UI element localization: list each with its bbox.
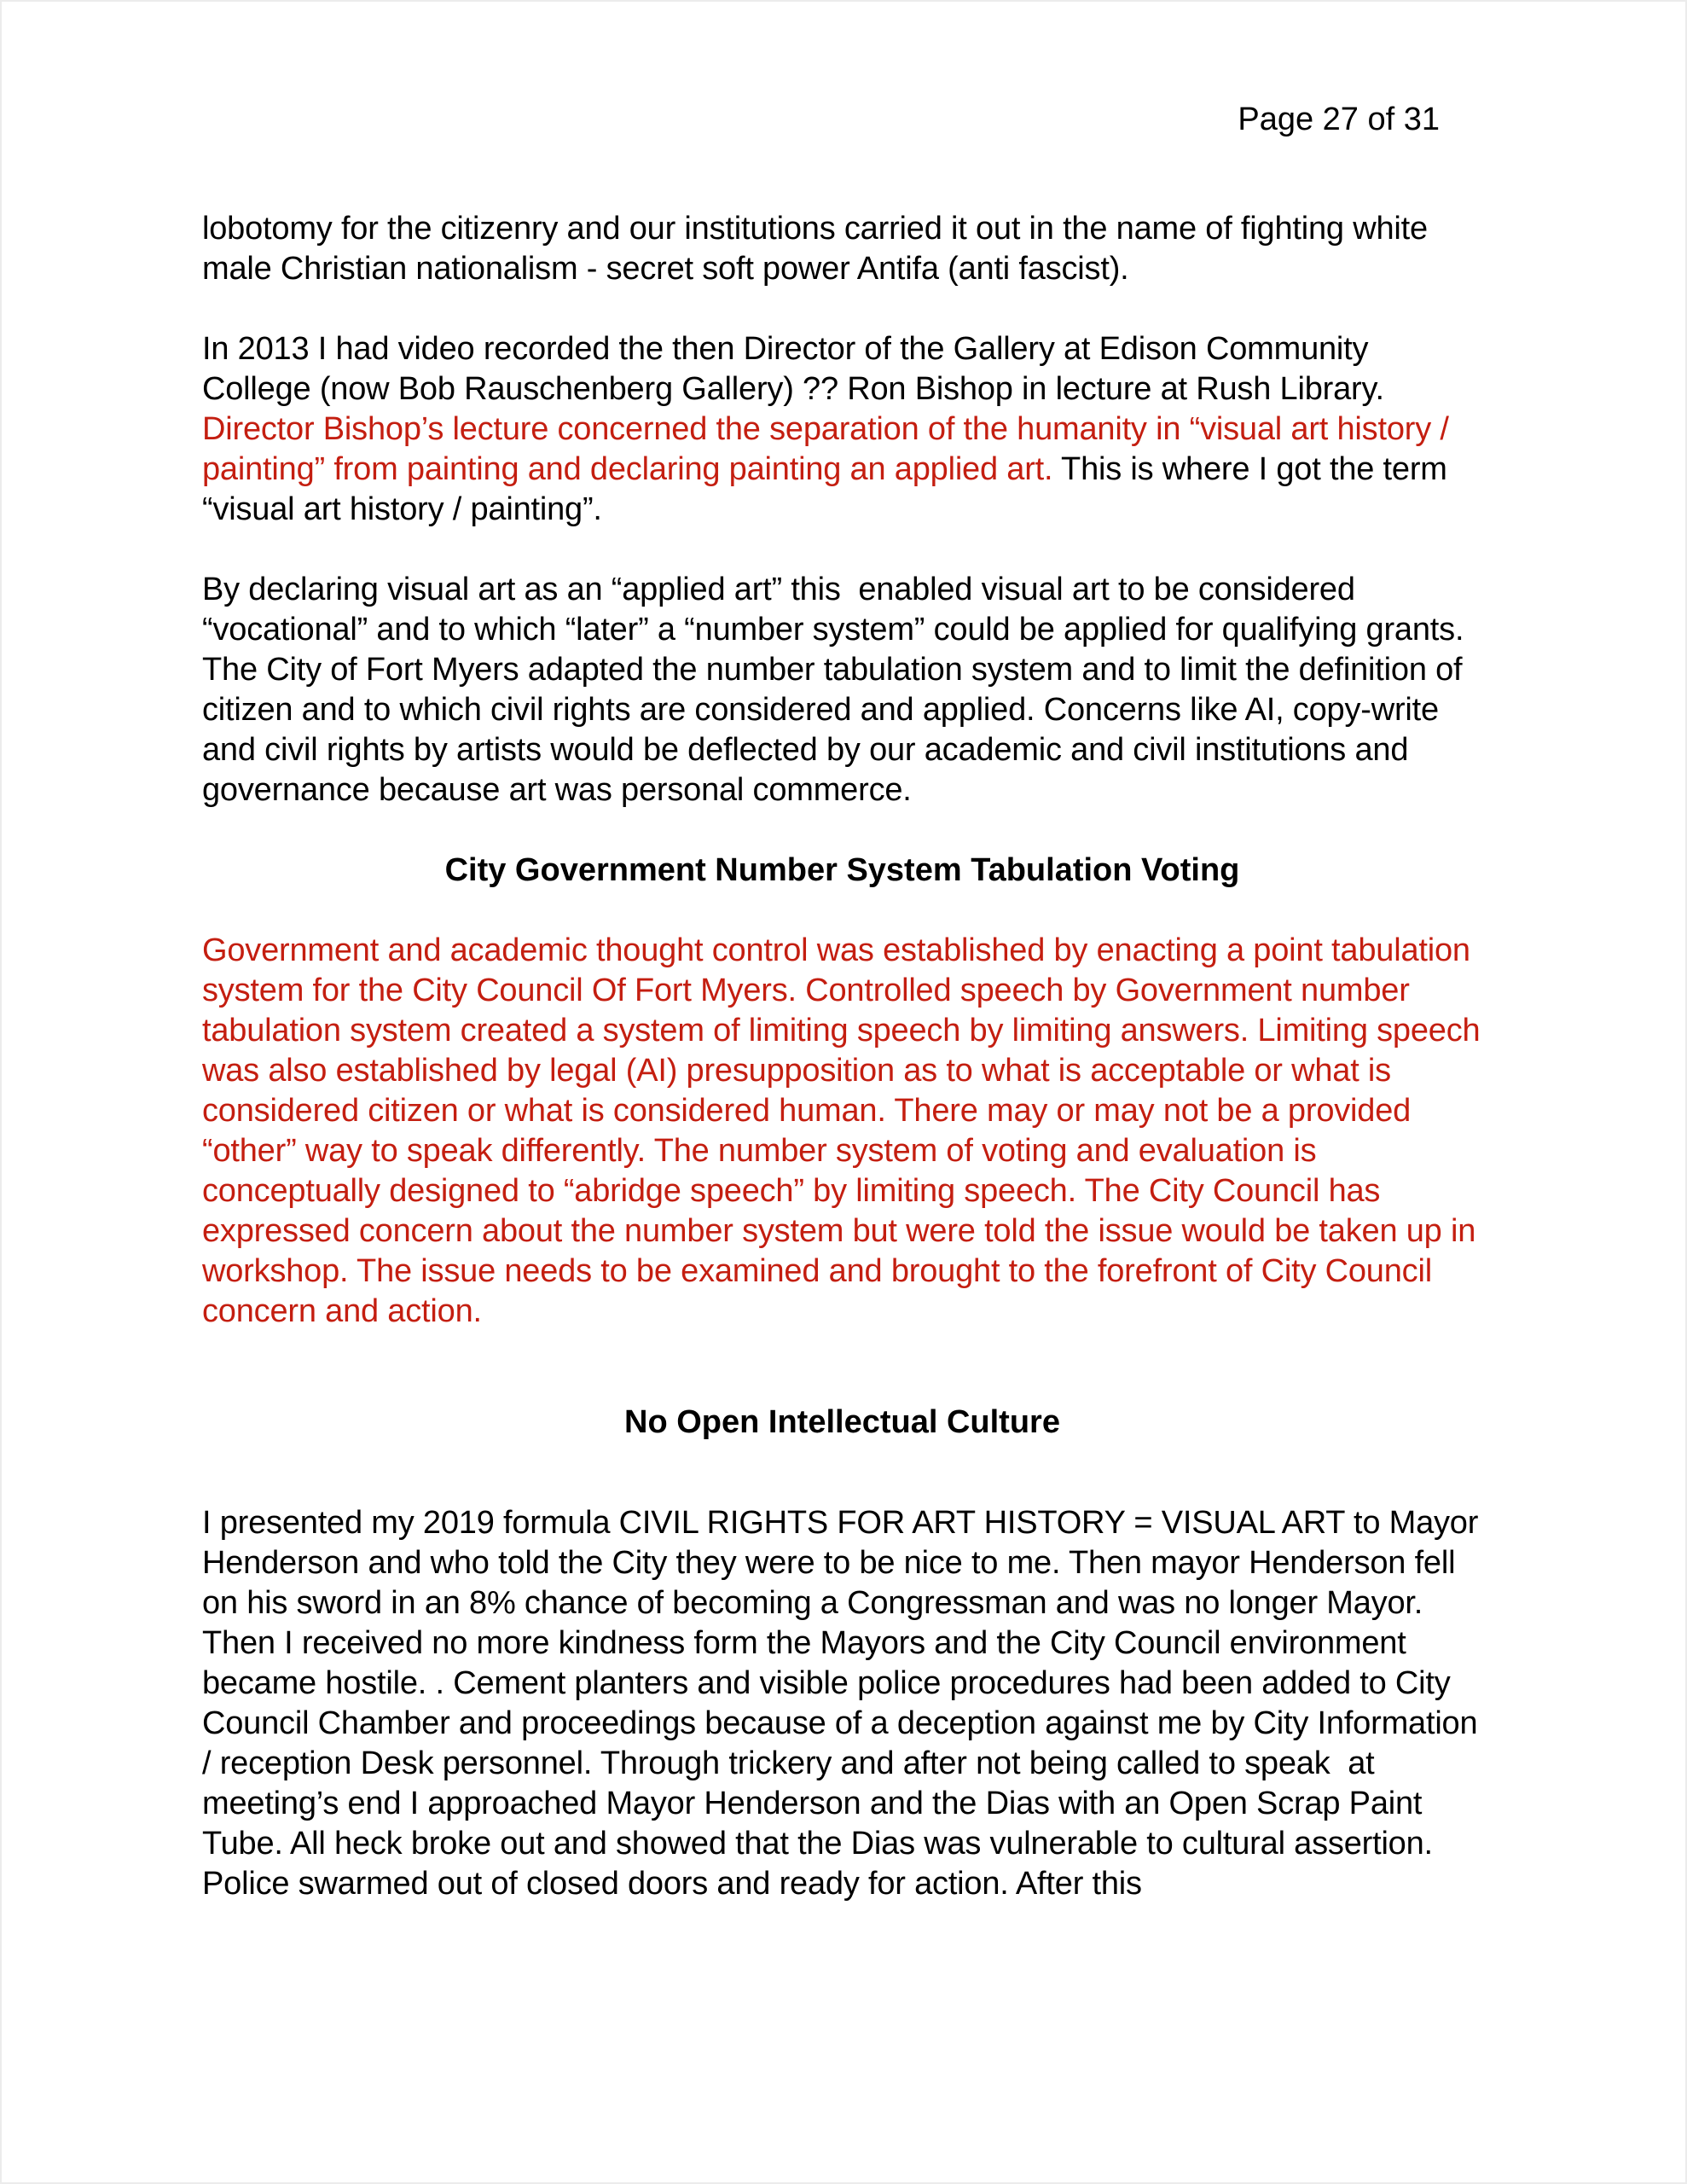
paragraph [202,931,1489,1332]
text-segment-red: Director Bishop’s lecture concerned the separation of the humanity in “visual art history / painting” from painting and declaring painting an applied art. [202,411,1458,487]
section-heading-no-open-intellectual-culture: No Open Intellectual Culture [624,1404,1060,1440]
text-segment: lobotomy for the citizenry and our institutions carried it out in the name of fighting white male Christian nationalism - secret soft power Antifa (anti fascist). [202,211,1437,287]
text-segment: By declaring visual art as an “applied art” this enabled visual art to be considered “vocational” and to which “later” a “number system” could be applied for qualifying grants. The City of Fort Myers adapted the number tabulation system and to limit the definition of citizen and to which civil rights are considered and applied. Concerns like AI, copy-write and civil rights by artists would be deflected by our academic and civil institutions and governance because art was personal commerce. [202,572,1472,808]
text-segment-red: Government and academic thought control was established by enacting a point tabulation system for the City Council Of Fort Myers. Controlled speech by Government number tabulation system created a system of limiting speech by limiting answers. Limiting speech was also established by legal (AI) presupposition as to what is acceptable or what is considered citizen or what is considered human. There may or may not be a provided “other” way to speak differently. The number system of voting and evaluation is conceptually designed to “abridge speech” by limiting speech. The City Council has expressed concern about the number system but were told the issue would be taken up in workshop. The issue needs to be examined and brought to the forefront of City Council concern and action. [202,932,1489,1329]
text-segment: In 2013 I had video recorded the then Director of the Gallery at Edison Community College (now Bob Rauschenberg Gallery) ?? Ron Bishop in lecture at Rush Library. [202,331,1394,407]
section-heading-number-system-voting: City Government Number System Tabulation Voting [444,852,1240,888]
paragraph [202,209,1482,289]
paragraph [202,329,1482,530]
paragraph [202,1503,1487,1904]
page-content [2,2,1685,1904]
text-segment: I presented my 2019 formula CIVIL RIGHTS FOR ART HISTORY = VISUAL ART to Mayor Henderson and who told the City they were to be nice to me. Then mayor Henderson fell on his sword in an 8% chance of becoming a Congressman and was no longer Mayor. Then I received no more kindness form the Mayors and the City Council environment became hostile. . Cement planters and visible police procedures had been added to City Council Chamber and proceedings because of a deception against me by City Information / reception Desk personnel. Through trickery and after not being called to speak at meeting’s end I approached Mayor Henderson and the Dias with an Open Scrap Paint Tube. All heck broke out and showed that the Dias was vulnerable to cultural assertion. Police swarmed out of closed doors and ready for action. After this [202,1505,1487,1902]
text-segment: This is where I got the term “visual art history / painting”. [202,451,1457,527]
paragraph [202,570,1482,810]
page-number: Page 27 of 31 [1238,102,1440,137]
